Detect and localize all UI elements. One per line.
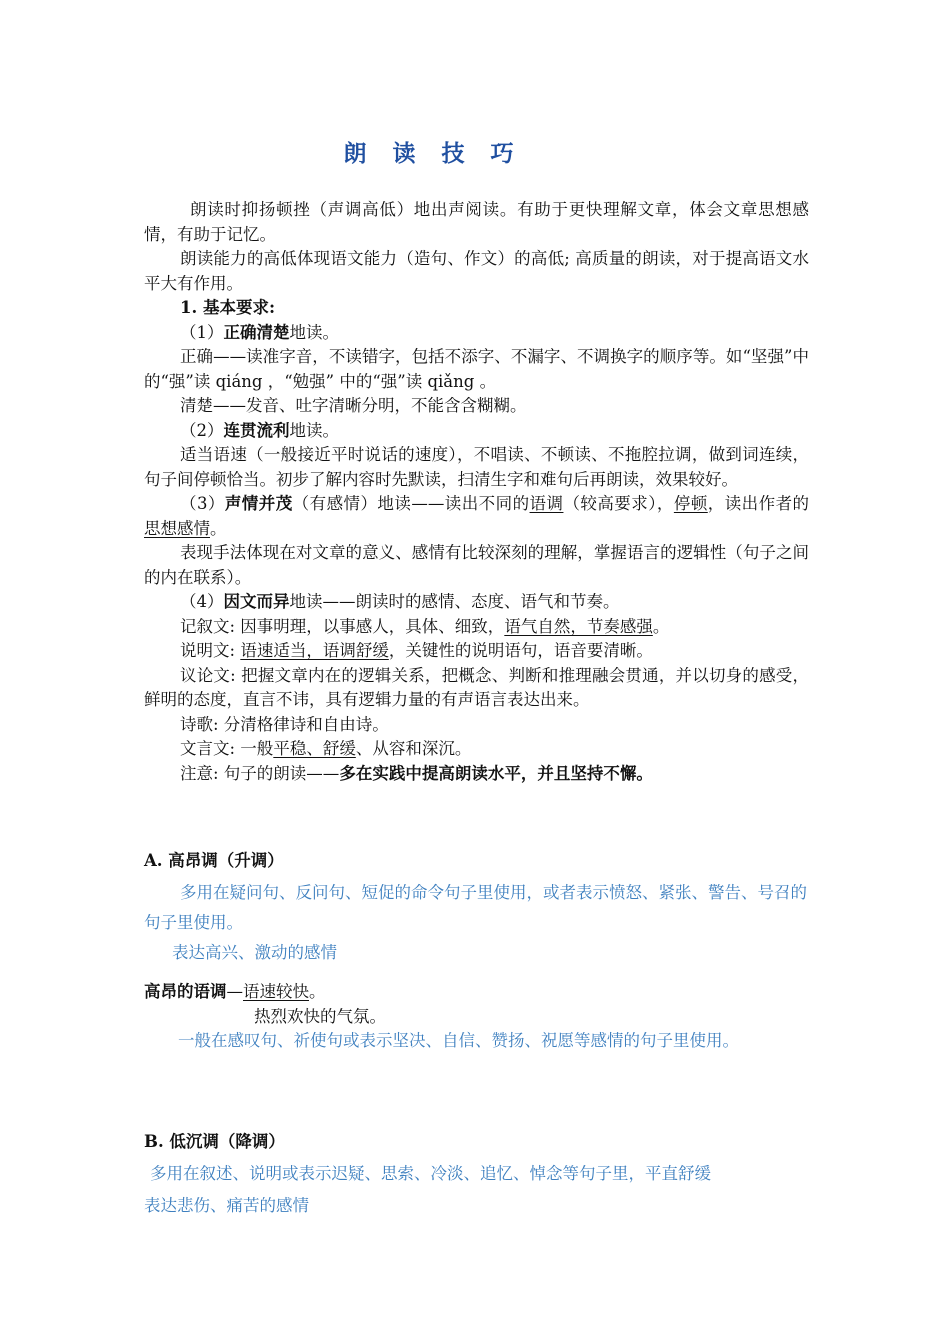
page-title: 朗 读 技 巧 [343,141,523,167]
section-a-usage-2-block [144,1026,810,1056]
genre-expository-label: 说明文: [180,641,241,660]
genre-classical-text: 文言文: 一般 [180,739,274,758]
section-a-lead-dash: — [226,982,243,1001]
intro-paragraph-1: 朗读时抑扬顿挫（声调高低）地出声阅读。有助于更快理解文章，体会文章思想感情，有助于记忆。 [144,200,809,244]
section-b-heading: B. 低沉调（降调） [144,1132,285,1151]
requirement-1-number: （1） [180,322,224,342]
requirement-3-text-b: （较高要求）， [563,494,674,513]
requirement-4-keyword: 因文而异 [223,592,290,611]
section-a-lead-underline: 语速较快 [243,982,309,1001]
genre-narrative-text: 记叙文: 因事明理，以事感人，具体、细致， [180,616,505,636]
section-a-lead-line [144,979,810,1004]
section-a-body [144,878,810,968]
basic-requirements-heading: 1. 基本要求: [180,298,276,317]
genre-narrative-underline: 语气自然，节奏感强 [504,616,653,636]
note-label: 注意: 句子的朗读—— [180,763,340,783]
section-a-atmosphere: 热烈欢快的气氛。 [254,1007,386,1026]
genre-expository-text: ，关键性的说明语句，语音要清晰。 [388,641,653,660]
genre-narrative-end: 。 [652,616,670,636]
section-a-emotion: 表达高兴、激动的感情 [172,943,337,962]
section-a-heading: A. 高昂调（升调） [144,851,284,870]
section-b-emotion: 表达悲伤、痛苦的感情 [144,1196,309,1215]
genre-poetry: 诗歌: 分清格律诗和自由诗。 [180,714,389,734]
genre-classical-end: 、从容和深沉。 [355,739,472,758]
requirement-3-detail: 表现手法体现在对文章的意义、感情有比较深刻的理解，掌握语言的逻辑性（句子之间的内在联系）。 [144,543,809,587]
requirement-3-text-d: 。 [210,518,227,538]
requirement-3-underline-intonation: 语调 [529,494,564,513]
section-a-intonation [144,979,810,1029]
requirement-4-number: （4） [180,592,224,611]
section-b-usage: 多用在叙述、说明或表示迟疑、思索、冷淡、追忆、悼念等句子里，平直舒缓 [150,1164,711,1183]
requirement-2-detail: 适当语速（一般接近平时说话的速度），不唱读、不顿读、不拖腔拉调，做到词连续，句子间停顿恰当。初步了解内容时先默读，扫清生字和难句后再朗读，效果较好。 [144,445,809,489]
section-b-body [144,1158,810,1222]
intro-and-basic-requirements [144,198,809,786]
genre-classical-underline: 平稳、舒缓 [273,739,356,758]
requirement-2-keyword: 连贯流利 [223,420,290,440]
requirement-3-underline-emotion: 思想感情 [144,518,210,538]
requirement-1-detail-correct: 正确——读准字音，不读错字，包括不添字、不漏字、不调换字的顺序等。如“坚强”中的“强”读 qiáng ，“勉强” 中的“强”读 qiǎng 。 [144,347,809,391]
section-a-lead-keyword: 高昂的语调 [144,982,227,1001]
section-a-lead-end: 。 [309,982,326,1001]
note-line [144,762,809,787]
note-emphasis: 多在实践中提高朗读水平，并且坚持不懈。 [339,763,653,783]
requirement-3-keyword: 声情并茂 [224,494,293,513]
genre-narrative [144,615,809,640]
requirement-2-number: （2） [180,420,224,440]
requirement-2 [144,419,809,444]
requirement-3-underline-pause: 停顿 [673,494,708,513]
requirement-4 [144,590,809,615]
genre-classical [144,737,809,762]
requirement-1-keyword: 正确清楚 [223,322,290,342]
genre-expository [144,639,809,664]
section-a-usage-2: 一般在感叹句、祈使句或表示坚决、自信、赞扬、祝愿等感情的句子里使用。 [178,1031,739,1050]
requirement-3 [144,492,809,541]
genre-argumentative: 议论文: 把握文章内在的逻辑关系，把概念、判断和推理融会贯通，并以切身的感受，鲜明的态度，直言不讳，具有逻辑力量的有声语言表达出来。 [144,665,809,709]
intro-paragraph-2: 朗读能力的高低体现语文能力（造句、作文）的高低; 高质量的朗读，对于提高语文水平大有作用。 [144,249,809,293]
requirement-1 [144,321,809,346]
requirement-1-detail-clear: 清楚——发音、吐字清晰分明，不能含含糊糊。 [180,396,527,415]
requirement-2-tail: 地读。 [289,420,339,440]
requirement-4-tail: 地读——朗读时的感情、态度、语气和节奏。 [289,592,620,611]
genre-expository-underline: 语速适当，语调舒缓 [240,641,389,660]
requirement-3-text-c: ，读出作者的 [707,494,810,513]
section-a-usage: 多用在疑问句、反问句、短促的命令句子里使用，或者表示愤怒、紧张、警告、号召的句子里使用。 [144,883,807,932]
requirement-3-text-a: （有感情）地读——读出不同的 [292,494,530,513]
requirement-1-tail: 地读。 [289,322,339,342]
requirement-3-number: （3） [180,494,225,513]
